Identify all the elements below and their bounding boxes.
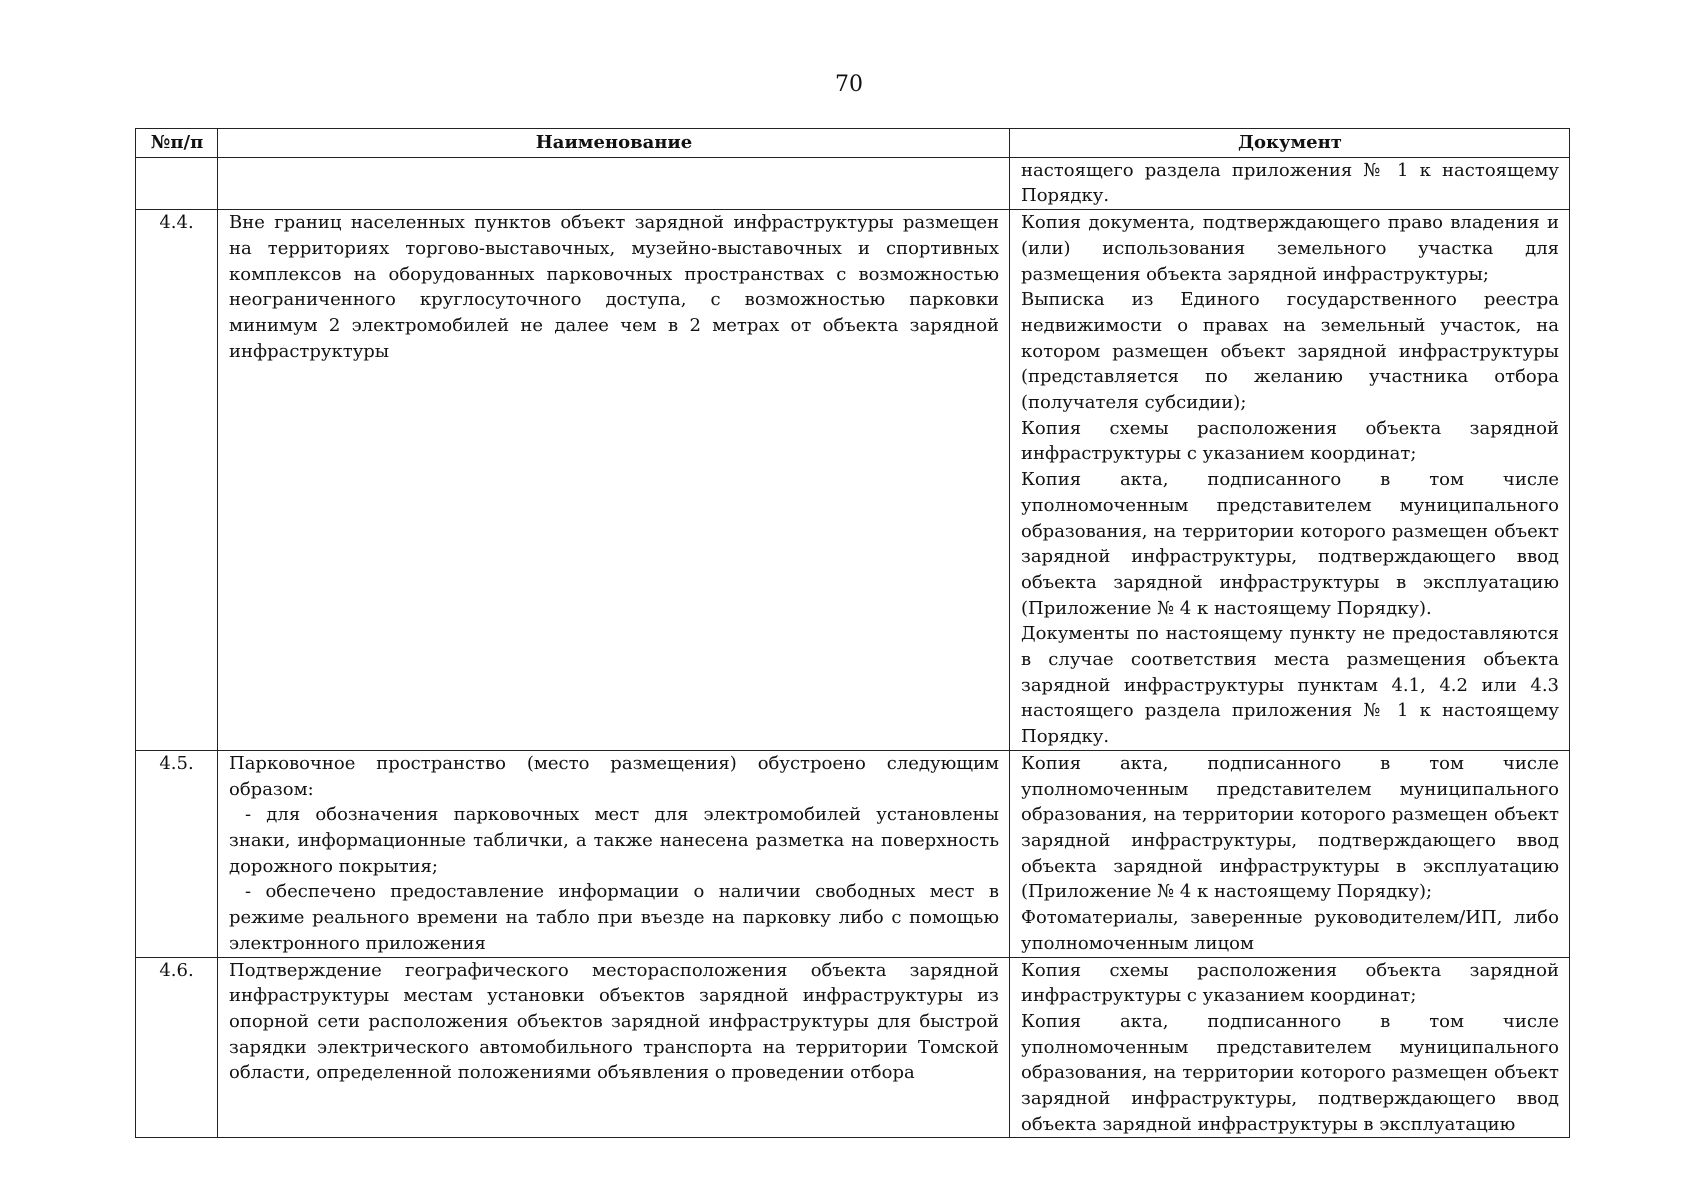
row-name (218, 210, 1010, 751)
document-paragraph: Копия схемы расположения объекта зарядной инфраструктуры с указанием координат; (1021, 959, 1559, 1007)
requirements-table (135, 128, 1570, 1138)
document-paragraph: Документы по настоящему пункту не предоставляются в случае соответствия места размещения объекта зарядной инфраструктуры пунктам 4.1, 4.2 или 4.3 настоящего раздела приложения № 1 к настоящему Порядку. (1021, 623, 1559, 748)
name-paragraph: Парковочное пространство (место размещения) обустроено следующим образом: (229, 752, 999, 800)
row-number: 4.5. (136, 750, 218, 957)
row-number (136, 157, 218, 209)
document-paragraph: Фотоматериалы, заверенные руководителем/ИП, либо уполномоченным лицом (1021, 907, 1559, 954)
table-row (136, 750, 1570, 957)
table-header-row (136, 129, 1570, 158)
document-paragraph: Копия документа, подтверждающего право владения и (или) использования земельного участка для размещения объекта зарядной инфраструктуры; (1021, 212, 1559, 285)
name-paragraph: - обеспечено предоставление информации о наличии свободных мест в режиме реального времени на табло при въезде на парковку либо с помощью электронного приложения (229, 881, 999, 954)
table-row (136, 157, 1570, 209)
page-number: 70 (835, 72, 863, 97)
name-paragraph: Вне границ населенных пунктов объект зарядной инфраструктуры размещен на территориях торгово-выставочных, музейно-выставочных и спортивных комплексов на оборудованных парковочных пространствах с возможностью неограниченного круглосуточного доступа, с возможностью парковки минимум 2 электромобилей не далее чем в 2 метрах от объекта зарядной инфраструктуры (229, 212, 999, 362)
row-name (218, 957, 1010, 1138)
column-header-document: Документ (1010, 129, 1570, 158)
table-row (136, 210, 1570, 751)
document-paragraph: Копия акта, подписанного в том числе уполномоченным представителем муниципального образования, на территории которого размещен объект зарядной инфраструктуры, подтверждающего ввод объекта зарядной инфраструктуры в эксплуатацию (Приложение № 4 к настоящему Порядку); (1021, 752, 1559, 903)
document-paragraph: настоящего раздела приложения № 1 к настоящему Порядку. (1021, 159, 1559, 207)
row-number: 4.4. (136, 210, 218, 751)
row-document (1010, 750, 1570, 957)
column-header-number: №п/п (136, 129, 218, 158)
row-name (218, 157, 1010, 209)
name-paragraph: - для обозначения парковочных мест для электромобилей установлены знаки, информационные таблички, а также нанесена разметка на поверхность дорожного покрытия; (229, 804, 999, 877)
row-document (1010, 157, 1570, 209)
row-document (1010, 210, 1570, 751)
document-paragraph: Копия акта, подписанного в том числе уполномоченным представителем муниципального образования, на территории которого размещен объект зарядной инфраструктуры, подтверждающего ввод объекта зарядной инфраструктуры в эксплуатацию (Приложение № 4 к настоящему Порядку). (1021, 469, 1559, 619)
table-row (136, 957, 1570, 1138)
column-header-name: Наименование (218, 129, 1010, 158)
document-paragraph: Копия схемы расположения объекта зарядной инфраструктуры с указанием координат; (1021, 417, 1559, 465)
document-paragraph: Копия акта, подписанного в том числе уполномоченным представителем муниципального образования, на территории которого размещен объект зарядной инфраструктуры, подтверждающего ввод объекта зарядной инфраструктуры в эксплуатацию (1021, 1010, 1559, 1135)
row-document (1010, 957, 1570, 1138)
document-paragraph: Выписка из Единого государственного реестра недвижимости о правах на земельный участок, на котором размещен объект зарядной инфраструктуры (представляется по желанию участника отбора (получателя субсидии); (1021, 289, 1559, 414)
row-number: 4.6. (136, 957, 218, 1138)
row-name (218, 750, 1010, 957)
name-paragraph: Подтверждение географического месторасположения объекта зарядной инфраструктуры местам установки объектов зарядной инфраструктуры из опорной сети расположения объектов зарядной инфраструктуры для быстрой зарядки электрического автомобильного транспорта на территории Томской области, определенной положениями объявления о проведении отбора (229, 959, 999, 1084)
